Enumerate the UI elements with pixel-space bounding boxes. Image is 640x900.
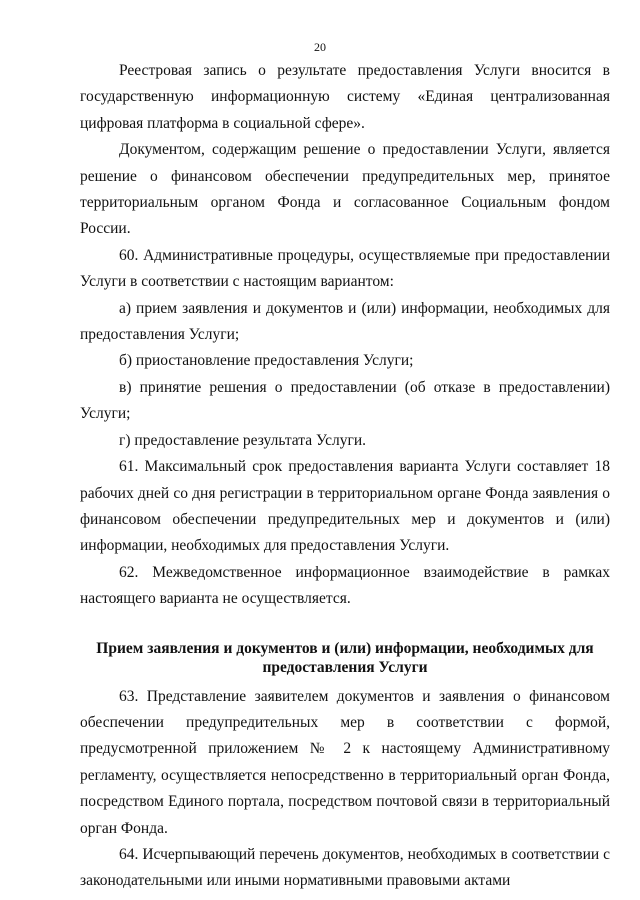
document-body (80, 58, 610, 895)
paragraph-63: 63. Представление заявителем документов и заявления о финансовом обеспечении предупредительных мер в соответствии с формой, предусмотренной приложением № 2 к настоящему Административному регламенту, осуществляется непосредственно в территориальный орган Фонда, посредством Единого портала, посредством почтовой связи в территориальный орган Фонда. (80, 687, 610, 837)
paragraph-decision-document: Документом, содержащим решение о предоставлении Услуги, является решение о финансовом обеспечении предупредительных мер, принятое территориальным органом Фонда и согласованное Социальным фондом России. (80, 141, 610, 238)
paragraph-60: 60. Административные процедуры, осуществляемые при предоставлении Услуги в соответствии с настоящим вариантом: (80, 246, 610, 291)
list-item-v: в) принятие решения о предоставлении (об отказе в предоставлении) Услуги; (80, 378, 610, 423)
list-item-b: б) приостановление предоставления Услуги; (119, 352, 414, 370)
paragraph-registry-entry: Реестровая запись о результате предоставления Услуги вносится в государственную информационную систему «Единая централизованная цифровая платформа в социальной сфере». (80, 62, 610, 132)
paragraph-62: 62. Межведомственное информационное взаимодействие в рамках настоящего варианта не осуществляется. (80, 563, 610, 608)
section-heading: Прием заявления и документов и (или) информации, необходимых для предоставления Услуги (96, 639, 594, 676)
paragraph-64: 64. Исчерпывающий перечень документов, необходимых в соответствии с законодательными или иными нормативными правовыми актами (80, 845, 610, 890)
list-item-a: а) прием заявления и документов и (или) информации, необходимых для предоставления Услуги; (80, 299, 610, 344)
page-number: 20 (314, 40, 326, 54)
paragraph-61: 61. Максимальный срок предоставления варианта Услуги составляет 18 рабочих дней со дня регистрации в территориальном органе Фонда заявления о финансовом обеспечении предупредительных мер и документов и (или) информации, необходимых для предоставления Услуги. (80, 458, 610, 555)
list-item-g: г) предоставление результата Услуги. (119, 431, 366, 449)
